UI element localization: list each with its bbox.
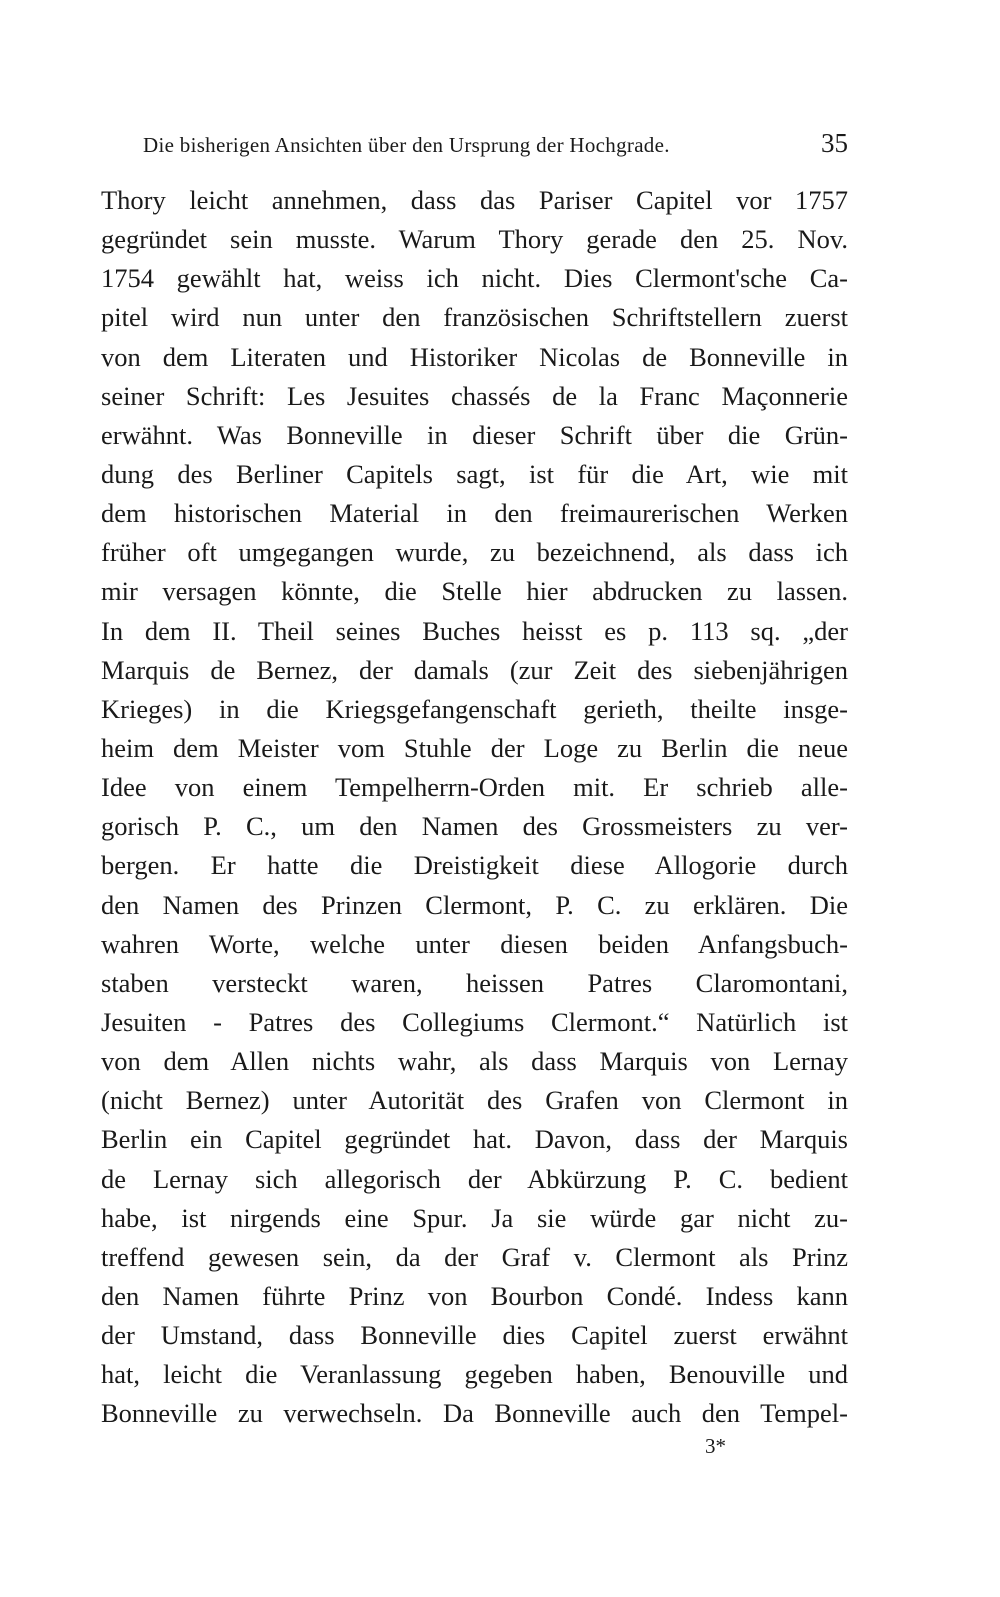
text-line: de Lernay sich allegorisch der Abkürzung P. C. bedient (101, 1163, 848, 1194)
text-line: den Namen führte Prinz von Bourbon Condé. Indess kann (101, 1280, 848, 1311)
text-line: treffend gewesen sein, da der Graf v. Clermont als Prinz (101, 1241, 848, 1272)
text-line: (nicht Bernez) unter Autorität des Grafen von Clermont in (101, 1085, 848, 1116)
text-line: staben versteckt waren, heissen Patres Claromontani, (101, 967, 848, 998)
text-line: dung des Berliner Capitels sagt, ist für die Art, wie mit (101, 458, 848, 489)
running-head (143, 128, 848, 162)
text-line: habe, ist nirgends eine Spur. Ja sie würde gar nicht zu- (101, 1202, 848, 1233)
text-line: hat, leicht die Veranlassung gegeben haben, Benouville und (101, 1359, 848, 1390)
text-line: In dem II. Theil seines Buches heisst es p. 113 sq. „der (101, 615, 848, 646)
text-line: Idee von einem Tempelherrn-Orden mit. Er schrieb alle- (101, 772, 848, 803)
text-line: Bonneville zu verwechseln. Da Bonneville auch den Tempel- (101, 1398, 848, 1429)
text-line: Berlin ein Capitel gegründet hat. Davon, dass der Marquis (101, 1124, 848, 1155)
text-line: heim dem Meister vom Stuhle der Loge zu Berlin die neue (101, 732, 848, 763)
body-text (101, 181, 848, 1434)
text-line: gegründet sein musste. Warum Thory gerade den 25. Nov. (101, 224, 848, 255)
text-line: früher oft umgegangen wurde, zu bezeichnend, als dass ich (101, 537, 848, 568)
text-line: den Namen des Prinzen Clermont, P. C. zu erklären. Die (101, 889, 848, 920)
text-line: von dem Allen nichts wahr, als dass Marquis von Lernay (101, 1046, 848, 1077)
text-line: Marquis de Bernez, der damals (zur Zeit des siebenjährigen (101, 654, 848, 685)
text-line: seiner Schrift: Les Jesuites chassés de la Franc Maçonnerie (101, 380, 848, 411)
signature-mark: 3* (705, 1434, 726, 1458)
text-line: dem historischen Material in den freimaurerischen Werken (101, 498, 848, 529)
text-line: Krieges) in die Kriegsgefangenschaft gerieth, theilte insge- (101, 693, 848, 724)
page-number: 35 (821, 128, 848, 158)
text-line: gorisch P. C., um den Namen des Grossmeisters zu ver- (101, 811, 848, 842)
text-line: der Umstand, dass Bonneville dies Capitel zuerst erwähnt (101, 1320, 848, 1351)
running-title: Die bisherigen Ansichten über den Ursprung der Hochgrade. (143, 133, 670, 157)
text-line: bergen. Er hatte die Dreistigkeit diese Allogorie durch (101, 850, 848, 881)
text-line: Jesuiten - Patres des Collegiums Clermont.“ Natürlich ist (101, 1006, 848, 1037)
text-line: Thory leicht annehmen, dass das Pariser Capitel vor 1757 (101, 185, 848, 215)
text-line: pitel wird nun unter den französischen Schriftstellern zuerst (101, 302, 848, 333)
text-line: 1754 gewählt hat, weiss ich nicht. Dies Clermont'sche Ca- (101, 263, 848, 294)
text-line: erwähnt. Was Bonneville in dieser Schrift über die Grün- (101, 419, 848, 450)
text-line: mir versagen könnte, die Stelle hier abdrucken zu lassen. (101, 576, 848, 607)
text-line: von dem Literaten und Historiker Nicolas de Bonneville in (101, 341, 848, 372)
text-line: wahren Worte, welche unter diesen beiden Anfangsbuch- (101, 928, 848, 959)
